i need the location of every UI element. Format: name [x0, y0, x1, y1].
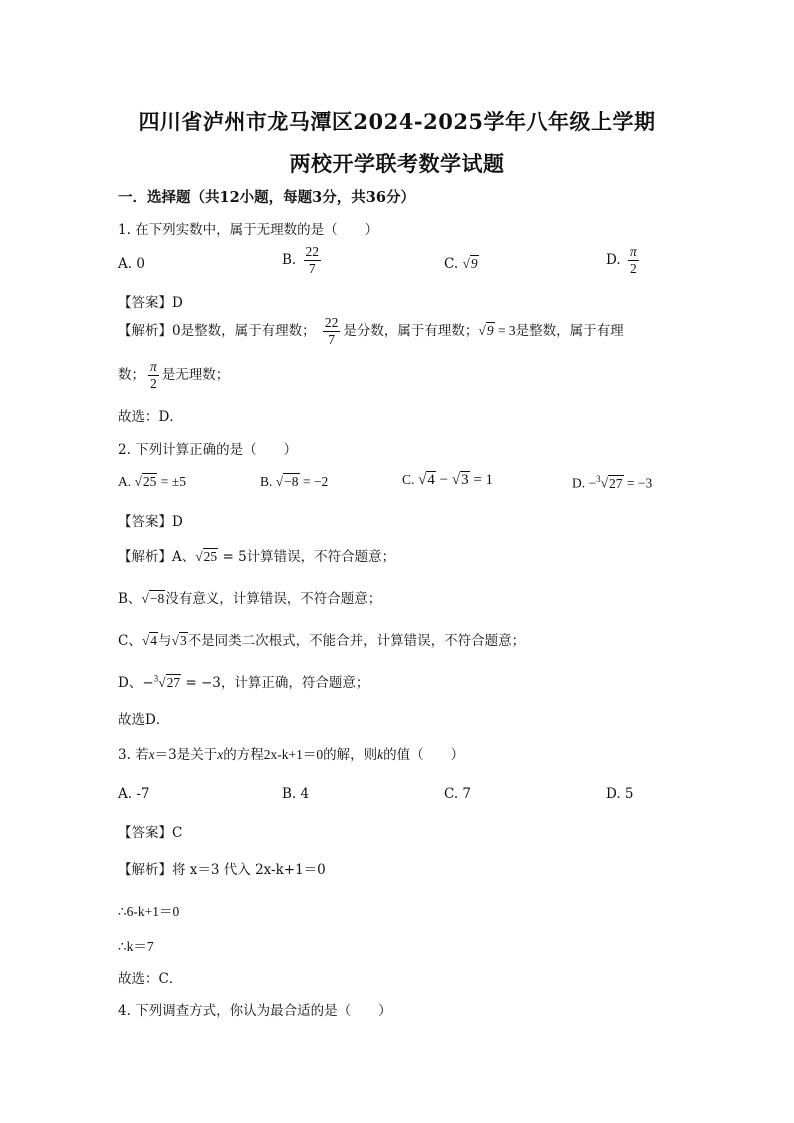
q1-option-d-fraction: $\frac{\pi}{2}$: [629, 244, 637, 276]
q2-explanation-d: D、−$^3$√27 = −3，计算正确，符合题意；: [118, 673, 370, 691]
q3-option-d: D. 5: [606, 786, 634, 802]
q3-option-c: C. 7: [444, 786, 472, 802]
document-title-line1: 四川省泸州市龙马潭区2024-2025学年八年级上学期: [138, 109, 656, 134]
q1-explanation-line1: 【解析】0是整数，属于有理数； $\frac{22}{7}$ 是分数，属于有理数；√9 = 3是整数，属于有理: [118, 315, 624, 347]
q1-option-c: C. √9: [444, 256, 478, 272]
q3-option-a: A. -7: [118, 786, 150, 802]
q3-explanation-2: ∴6-k+1＝0: [118, 904, 180, 919]
q1-option-d: D. $\frac{\pi}{2}$: [606, 244, 637, 276]
q1-option-a: A. 0: [118, 256, 145, 272]
q3-explanation-1: 【解析】将 x＝3 代入 2x-k+1＝0: [118, 862, 326, 878]
q2-explanation-c: C、√4与√3不是同类二次根式，不能合并，计算错误，不符合题意；: [118, 633, 526, 649]
question-2-stem: 2. 下列计算正确的是（ ）: [118, 442, 298, 458]
q1-option-b-label: B.: [282, 252, 297, 268]
q1-option-b: [282, 244, 324, 277]
q2-option-b: B. √−8 = −2: [260, 474, 329, 489]
q2-option-a: A. √25 = ±5: [118, 474, 186, 489]
q3-answer: 【答案】C: [118, 825, 183, 841]
question-3-stem: 3. 若x＝3是关于x的方程2x-k+1＝0的解，则k的值（ ）: [118, 747, 465, 763]
q2-answer: 【答案】D: [118, 514, 183, 530]
q3-explanation-3: ∴k＝7: [118, 939, 154, 954]
q3-option-b: B. 4: [282, 786, 310, 802]
q1-choice: 故选：D．: [118, 409, 183, 425]
question-4-stem: 4. 下列调查方式，你认为最合适的是（ ）: [118, 1003, 392, 1019]
q2-explanation-a: 【解析】A、√25 = 5计算错误，不符合题意；: [118, 549, 396, 565]
q1-explanation-line2: 数； $\frac{\pi}{2}$ 是无理数；: [118, 359, 230, 391]
q1-answer: 【答案】D: [118, 295, 183, 311]
document-title-line2: 两校开学联考数学试题: [289, 151, 505, 176]
q2-explanation-b: B、√−8没有意义，计算错误，不符合题意；: [118, 591, 382, 607]
q2-option-c: C. √4 − √3 = 1: [402, 472, 494, 488]
q2-option-d: D. −$^3$√27 = −3: [572, 474, 653, 491]
q1-option-b-fraction: $\frac{22}{7}$: [305, 244, 320, 276]
question-1-stem: 1. 在下列实数中，属于无理数的是（ ）: [118, 222, 379, 238]
q3-choice: 故选：C．: [118, 971, 183, 987]
q2-choice: 故选D．: [118, 712, 170, 728]
section-heading: 一．选择题（共12小题，每题3分，共36分）: [118, 189, 415, 206]
